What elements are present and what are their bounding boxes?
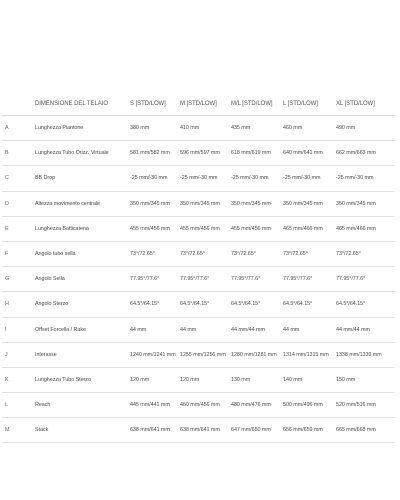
table-row <box>2 241 395 266</box>
cell-size-m: 73°/72.65° <box>180 241 231 266</box>
row-letter: L <box>2 393 35 418</box>
cell-size-ml: 350 mm/345 mm <box>231 191 283 216</box>
row-label: Offset Forcella / Rake <box>35 317 130 342</box>
row-letter: A <box>2 116 35 141</box>
cell-size-l: 77.95°/77.6° <box>283 267 336 292</box>
cell-size-m: 120 mm <box>180 367 231 392</box>
cell-size-l: 460 mm <box>283 116 336 141</box>
cell-size-ml: 435 mm <box>231 116 283 141</box>
cell-size-xl: 665 mm/668 mm <box>336 418 395 443</box>
table-row <box>2 292 395 317</box>
cell-size-m: 64.5°/64.15° <box>180 292 231 317</box>
row-label: Stack <box>35 418 130 443</box>
row-letter: E <box>2 216 35 241</box>
cell-size-xl: -25 mm/-30 mm <box>336 166 395 191</box>
cell-size-xl: 662 mm/663 mm <box>336 141 395 166</box>
cell-size-s: 638 mm/641 mm <box>130 418 180 443</box>
row-label: Lunghezza Batticatena <box>35 216 130 241</box>
header-size-l: L [STD/LOW] <box>283 93 336 116</box>
cell-size-l: 1314 mm/1315 mm <box>283 342 336 367</box>
table-row <box>2 141 395 166</box>
row-letter: F <box>2 241 35 266</box>
cell-size-ml: 130 mm <box>231 367 283 392</box>
row-letter: K <box>2 367 35 392</box>
cell-size-xl: 1338 mm/1339 mm <box>336 342 395 367</box>
table-row <box>2 342 395 367</box>
cell-size-l: -25 mm/-30 mm <box>283 166 336 191</box>
cell-size-s: 380 mm <box>130 116 180 141</box>
cell-size-ml: 647 mm/650 mm <box>231 418 283 443</box>
row-letter: C <box>2 166 35 191</box>
cell-size-ml: 44 mm/44 mm <box>231 317 283 342</box>
row-label: Lunghezza Piantone <box>35 116 130 141</box>
table-row <box>2 216 395 241</box>
cell-size-l: 350 mm/345 mm <box>283 191 336 216</box>
row-letter: M <box>2 418 35 443</box>
row-letter: G <box>2 267 35 292</box>
cell-size-m: 596 mm/597 mm <box>180 141 231 166</box>
table-row <box>2 317 395 342</box>
cell-size-xl: 350 mm/345 mm <box>336 191 395 216</box>
cell-size-s: 77.95°/77.6° <box>130 267 180 292</box>
cell-size-m: 1255 mm/1256 mm <box>180 342 231 367</box>
row-letter: B <box>2 141 35 166</box>
table-row <box>2 367 395 392</box>
header-frame-dimension: DIMENSIONE DEL TELAIO <box>35 93 130 116</box>
cell-size-s: 455 mm/456 mm <box>130 216 180 241</box>
cell-size-xl: 150 mm <box>336 367 395 392</box>
cell-size-s: 44 mm <box>130 317 180 342</box>
row-label: Interasse <box>35 342 130 367</box>
cell-size-l: 500 mm/496 mm <box>283 393 336 418</box>
cell-size-ml: 64.5°/64.15° <box>231 292 283 317</box>
header-letter <box>2 93 35 116</box>
header-size-ml: M/L [STD/LOW] <box>231 93 283 116</box>
header-size-m: M [STD/LOW] <box>180 93 231 116</box>
row-letter: I <box>2 317 35 342</box>
cell-size-ml: 480 mm/476 mm <box>231 393 283 418</box>
cell-size-xl: 490 mm <box>336 116 395 141</box>
table-row <box>2 418 395 443</box>
cell-size-m: 44 mm <box>180 317 231 342</box>
row-label: BB Drop <box>35 166 130 191</box>
cell-size-m: 638 mm/641 mm <box>180 418 231 443</box>
cell-size-m: 350 mm/345 mm <box>180 191 231 216</box>
row-label: Angolo Sterzo <box>35 292 130 317</box>
header-size-xl: XL [STD/LOW] <box>336 93 395 116</box>
cell-size-xl: 465 mm/466 mm <box>336 216 395 241</box>
table-header-row <box>2 93 395 116</box>
cell-size-l: 640 mm/641 mm <box>283 141 336 166</box>
cell-size-m: -25 mm/-30 mm <box>180 166 231 191</box>
cell-size-ml: 1280 mm/1281 mm <box>231 342 283 367</box>
cell-size-ml: 77.95°/77.6° <box>231 267 283 292</box>
cell-size-ml: 618 mm/619 mm <box>231 141 283 166</box>
header-size-s: S [STD/LOW] <box>130 93 180 116</box>
cell-size-ml: -25 mm/-30 mm <box>231 166 283 191</box>
row-label: Angolo tubo sella <box>35 241 130 266</box>
geometry-table <box>2 93 395 443</box>
cell-size-l: 44 mm <box>283 317 336 342</box>
cell-size-xl: 44 mm/44 mm <box>336 317 395 342</box>
cell-size-s: 73°/72.65° <box>130 241 180 266</box>
cell-size-ml: 73°/72.65° <box>231 241 283 266</box>
table-body <box>2 116 395 443</box>
row-label: Lunghezza Tubo Orizz. Virtuale <box>35 141 130 166</box>
cell-size-s: -25 mm/-30 mm <box>130 166 180 191</box>
table-row <box>2 393 395 418</box>
table-row <box>2 267 395 292</box>
cell-size-s: 445 mm/441 mm <box>130 393 180 418</box>
row-letter: J <box>2 342 35 367</box>
row-label: Altezza movimento centrale <box>35 191 130 216</box>
cell-size-l: 465 mm/466 mm <box>283 216 336 241</box>
cell-size-s: 120 mm <box>130 367 180 392</box>
cell-size-xl: 73°/72.65° <box>336 241 395 266</box>
table-row <box>2 166 395 191</box>
cell-size-l: 140 mm <box>283 367 336 392</box>
cell-size-m: 77.95°/77.6° <box>180 267 231 292</box>
cell-size-s: 581 mm/582 mm <box>130 141 180 166</box>
row-label: Lunghezza Tubo Sterzo <box>35 367 130 392</box>
cell-size-l: 64.5°/64.15° <box>283 292 336 317</box>
row-label: Angolo Sella <box>35 267 130 292</box>
cell-size-l: 73°/72.65° <box>283 241 336 266</box>
cell-size-xl: 64.5°/64.15° <box>336 292 395 317</box>
cell-size-s: 1240 mm/1241 mm <box>130 342 180 367</box>
cell-size-xl: 77.95°/77.6° <box>336 267 395 292</box>
row-letter: H <box>2 292 35 317</box>
cell-size-xl: 520 mm/516 mm <box>336 393 395 418</box>
cell-size-m: 455 mm/456 mm <box>180 216 231 241</box>
cell-size-m: 410 mm <box>180 116 231 141</box>
cell-size-ml: 455 mm/456 mm <box>231 216 283 241</box>
row-letter: D <box>2 191 35 216</box>
cell-size-s: 350 mm/345 mm <box>130 191 180 216</box>
cell-size-l: 656 mm/659 mm <box>283 418 336 443</box>
cell-size-s: 64.5°/64.15° <box>130 292 180 317</box>
table-row <box>2 116 395 141</box>
cell-size-m: 460 mm/456 mm <box>180 393 231 418</box>
row-label: Reach <box>35 393 130 418</box>
table-row <box>2 191 395 216</box>
